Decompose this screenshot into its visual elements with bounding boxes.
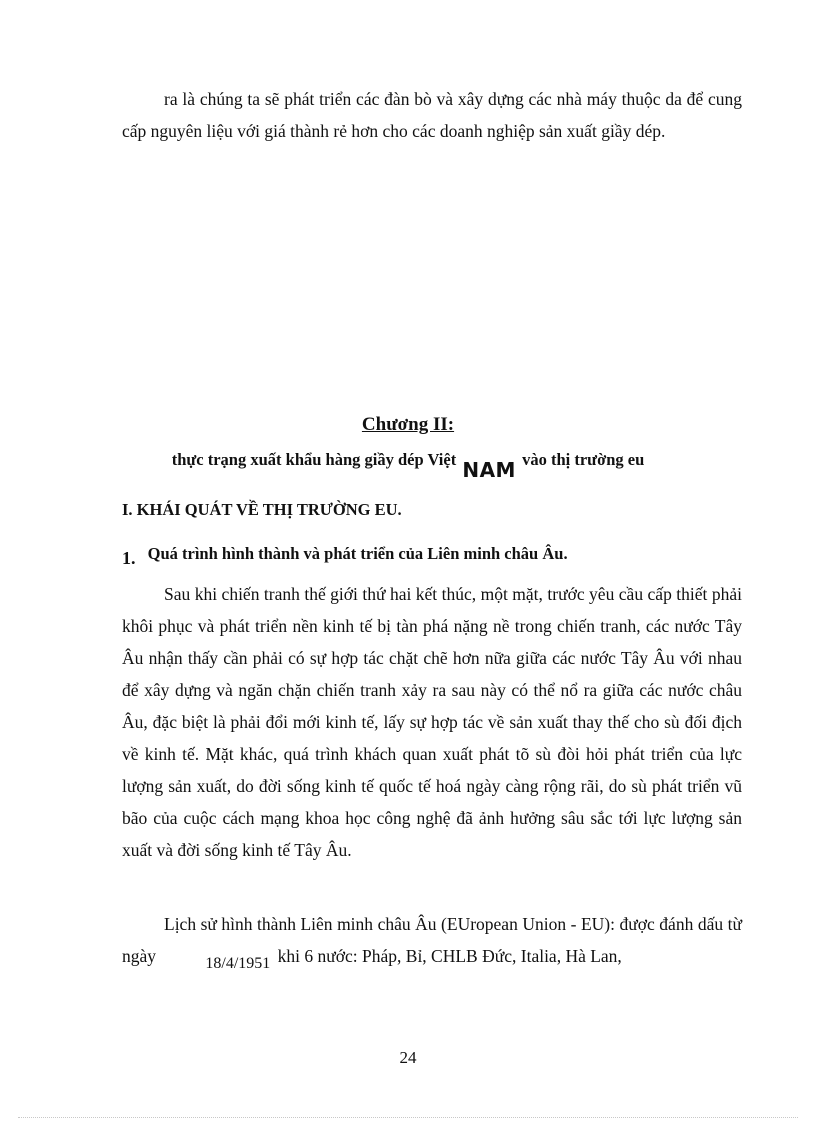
subsection-number: 1. <box>122 548 136 568</box>
chapter-subtitle-nam: NAM <box>462 458 516 482</box>
chapter-subtitle-end: vào thị trường eu <box>522 450 645 469</box>
subsection-title: Quá trình hình thành và phát triển của Liên minh châu Âu. <box>147 544 568 563</box>
chapter-subtitle-start: thực trạng xuất khẩu hàng giầy dép Việt <box>171 450 457 469</box>
body-paragraph-2-start: Lịch sử hình thành Liên minh châu Âu (EUropean Union - EU): được đánh dấu từ ngày <box>122 914 742 966</box>
intro-paragraph: ra là chúng ta sẽ phát triển các đàn bò và xây dựng các nhà máy thuộc da để cung cấp nguyên liệu với giá thành rẻ hơn cho các doanh nghiệp sản xuất giầy dép. <box>122 89 742 141</box>
body-paragraph-1: Sau khi chiến tranh thế giới thứ hai kết thúc, một mặt, trước yêu cầu cấp thiết phải khôi phục và phát triển nền kinh tế bị tàn phá nặng nề trong chiến tranh, các nước Tây Âu nhận thấy cần phải có sự hợp tác chặt chẽ hơn nữa giữa các nước Tây Âu với nhau để xây dựng và ngăn chặn chiến tranh xảy ra sau này có thể nổ ra giữa các nước châu Âu, đặc biệt là phải đổi mới kinh tế, lấy sự hợp tác về sản xuất thay thế cho sù đối địch về kinh tế. Mặt khác, quá trình khách quan xuất phát tõ sù đòi hỏi phát triển của lực lượng sản xuất, do đời sống kinh tế quốc tế hoá ngày càng rộng rãi, do sù phát triển vũ bão của cuộc cách mạng khoa học công nghệ đã ảnh hưởng sâu sắc tới lực lượng sản xuất và đời sống kinh tế Tây Âu. <box>122 584 742 860</box>
page-number: 24 <box>399 1048 417 1067</box>
chapter-title: Chương II: <box>361 414 455 435</box>
founding-date: 18/4/1951 <box>205 955 271 972</box>
chapter-subtitle <box>0 446 816 482</box>
page-bottom-divider <box>18 1117 798 1118</box>
section-heading: I. KHÁI QUÁT VỀ THỊ TRƯỜNG EU. <box>122 500 402 519</box>
body-paragraph-2-end: khi 6 nước: Pháp, Bỉ, CHLB Đức, Italia, Hà Lan, <box>277 946 622 966</box>
body-paragraph-2 <box>122 908 742 974</box>
subsection-heading <box>122 543 568 568</box>
